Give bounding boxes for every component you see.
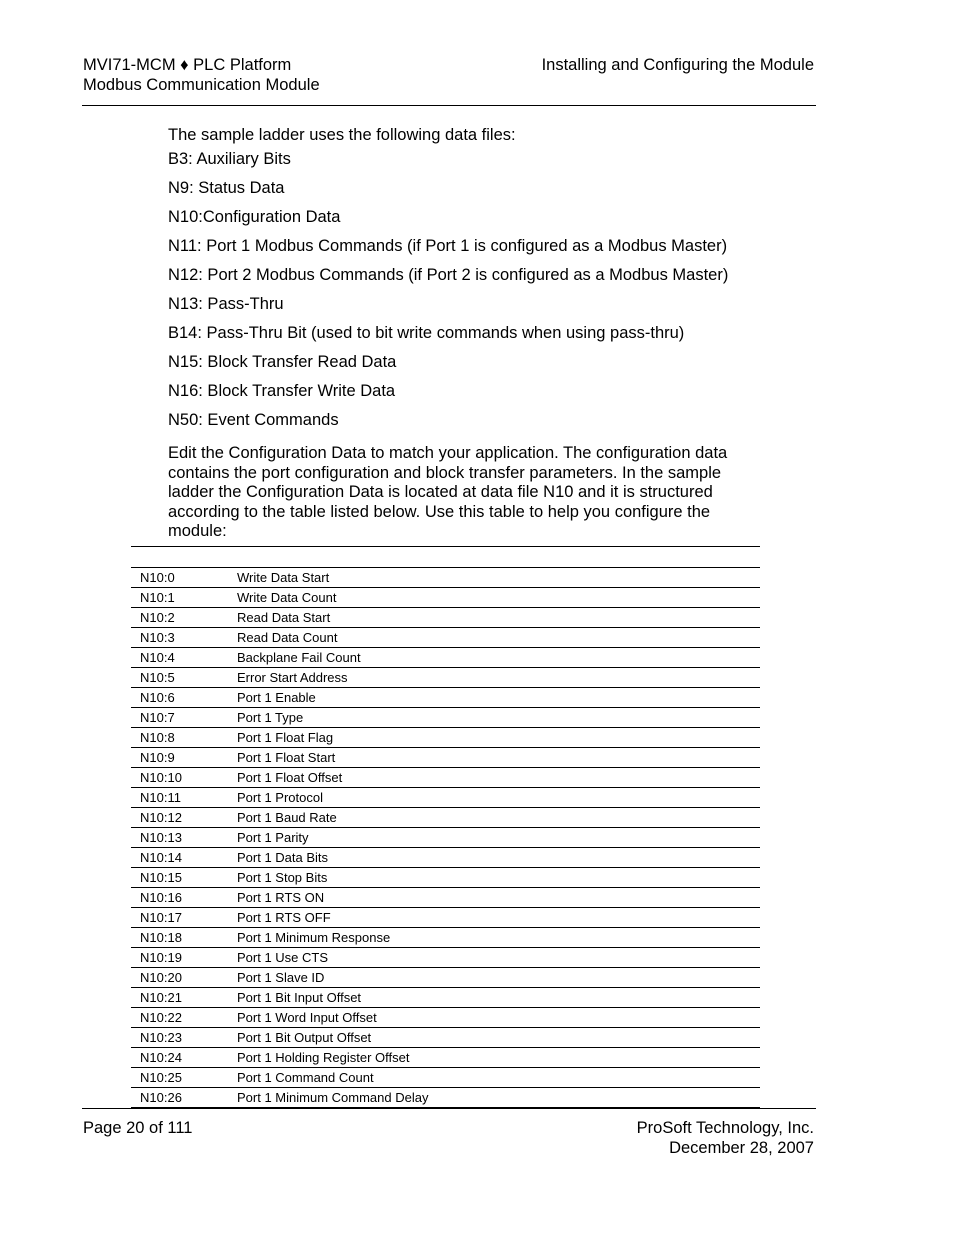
- register-address: N10:21: [131, 988, 237, 1008]
- register-description: Read Data Start: [237, 608, 760, 628]
- data-file-item: N9: Status Data: [168, 179, 285, 197]
- register-address: N10:0: [131, 568, 237, 588]
- page-number: Page 20 of 111: [83, 1119, 193, 1137]
- data-file-item: B14: Pass-Thru Bit (used to bit write commands when using pass-thru): [168, 324, 685, 342]
- register-address: N10:24: [131, 1048, 237, 1068]
- register-description: Port 1 Float Offset: [237, 768, 760, 788]
- table-row: [131, 1088, 760, 1108]
- company-name: ProSoft Technology, Inc.: [636, 1119, 814, 1137]
- table-row: [131, 1008, 760, 1028]
- register-description: Port 1 Use CTS: [237, 948, 760, 968]
- publish-date: December 28, 2007: [669, 1138, 814, 1157]
- table-row: [131, 768, 760, 788]
- table-row: [131, 948, 760, 968]
- register-address: N10:6: [131, 688, 237, 708]
- register-description: Port 1 Word Input Offset: [237, 1008, 760, 1028]
- data-file-list: [168, 150, 728, 440]
- data-file-item: N10:Configuration Data: [168, 208, 341, 226]
- register-description: Backplane Fail Count: [237, 648, 760, 668]
- register-address: N10:14: [131, 848, 237, 868]
- register-address: N10:15: [131, 868, 237, 888]
- register-description: Port 1 Parity: [237, 828, 760, 848]
- data-file-item: N13: Pass-Thru: [168, 295, 284, 313]
- table-row: [131, 868, 760, 888]
- header-left: [83, 56, 320, 95]
- table-row: [131, 848, 760, 868]
- table-row: [131, 708, 760, 728]
- data-file-item: B3: Auxiliary Bits: [168, 150, 291, 168]
- register-description: Port 1 Command Count: [237, 1068, 760, 1088]
- register-address: N10:25: [131, 1068, 237, 1088]
- data-file-item: N15: Block Transfer Read Data: [168, 353, 397, 371]
- register-address: N10:26: [131, 1088, 237, 1108]
- table-row: [131, 928, 760, 948]
- register-description: Port 1 Minimum Response: [237, 928, 760, 948]
- table-row: [131, 668, 760, 688]
- register-address: N10:2: [131, 608, 237, 628]
- register-address: N10:19: [131, 948, 237, 968]
- table-row: [131, 628, 760, 648]
- register-description: Port 1 Enable: [237, 688, 760, 708]
- register-address: N10:3: [131, 628, 237, 648]
- data-file-item: N16: Block Transfer Write Data: [168, 382, 396, 400]
- register-description: Port 1 Holding Register Offset: [237, 1048, 760, 1068]
- register-description: Write Data Count: [237, 588, 760, 608]
- table-row: [131, 1048, 760, 1068]
- register-address: N10:9: [131, 748, 237, 768]
- table-row: [131, 808, 760, 828]
- register-address: N10:18: [131, 928, 237, 948]
- register-address: N10:7: [131, 708, 237, 728]
- table-row: [131, 648, 760, 668]
- register-address: N10:13: [131, 828, 237, 848]
- register-description: Port 1 RTS ON: [237, 888, 760, 908]
- footer-right: [637, 1119, 814, 1158]
- register-address: N10:1: [131, 588, 237, 608]
- table-row: [131, 788, 760, 808]
- config-table: [131, 567, 760, 1108]
- register-address: N10:20: [131, 968, 237, 988]
- register-description: Port 1 Type: [237, 708, 760, 728]
- register-address: N10:8: [131, 728, 237, 748]
- register-address: N10:16: [131, 888, 237, 908]
- table-row: [131, 688, 760, 708]
- table-top-divider: [131, 546, 760, 547]
- data-file-item: N11: Port 1 Modbus Commands (if Port 1 is configured as a Modbus Master): [168, 237, 728, 255]
- table-row: [131, 588, 760, 608]
- register-description: Port 1 Bit Output Offset: [237, 1028, 760, 1048]
- header-divider: [82, 105, 816, 106]
- register-address: N10:23: [131, 1028, 237, 1048]
- product-line: MVI71-MCM ♦ PLC Platform: [83, 56, 292, 74]
- table-row: [131, 828, 760, 848]
- config-paragraph: Edit the Configuration Data to match your application. The configuration data contains the port configuration and block transfer parameters. In the sample ladder the Configuration Data is located at data file N10 and it is structured according to the table listed below. Use this table to help you configure the module:: [168, 444, 728, 540]
- register-address: N10:10: [131, 768, 237, 788]
- register-address: N10:17: [131, 908, 237, 928]
- register-description: Port 1 Slave ID: [237, 968, 760, 988]
- register-address: N10:4: [131, 648, 237, 668]
- register-description: Port 1 Baud Rate: [237, 808, 760, 828]
- register-description: Port 1 Minimum Command Delay: [237, 1088, 760, 1108]
- register-description: Port 1 Stop Bits: [237, 868, 760, 888]
- table-row: [131, 608, 760, 628]
- table-row: [131, 888, 760, 908]
- data-file-item: N12: Port 2 Modbus Commands (if Port 2 is configured as a Modbus Master): [168, 266, 729, 284]
- table-row: [131, 568, 760, 588]
- table-row: [131, 908, 760, 928]
- intro-text: The sample ladder uses the following data files:: [168, 126, 516, 144]
- register-description: Write Data Start: [237, 568, 760, 588]
- module-name: Modbus Communication Module: [83, 75, 320, 94]
- register-address: N10:22: [131, 1008, 237, 1028]
- register-address: N10:12: [131, 808, 237, 828]
- table-row: [131, 748, 760, 768]
- table-row: [131, 1028, 760, 1048]
- table-row: [131, 728, 760, 748]
- section-title: Installing and Configuring the Module: [541, 56, 814, 74]
- footer-divider: [82, 1108, 816, 1109]
- register-address: N10:11: [131, 788, 237, 808]
- data-file-item: N50: Event Commands: [168, 411, 339, 429]
- register-description: Port 1 Data Bits: [237, 848, 760, 868]
- register-description: Port 1 RTS OFF: [237, 908, 760, 928]
- table-row: [131, 1068, 760, 1088]
- register-description: Port 1 Bit Input Offset: [237, 988, 760, 1008]
- register-description: Error Start Address: [237, 668, 760, 688]
- register-description: Port 1 Float Start: [237, 748, 760, 768]
- register-description: Port 1 Protocol: [237, 788, 760, 808]
- register-address: N10:5: [131, 668, 237, 688]
- register-description: Port 1 Float Flag: [237, 728, 760, 748]
- table-row: [131, 988, 760, 1008]
- table-row: [131, 968, 760, 988]
- register-description: Read Data Count: [237, 628, 760, 648]
